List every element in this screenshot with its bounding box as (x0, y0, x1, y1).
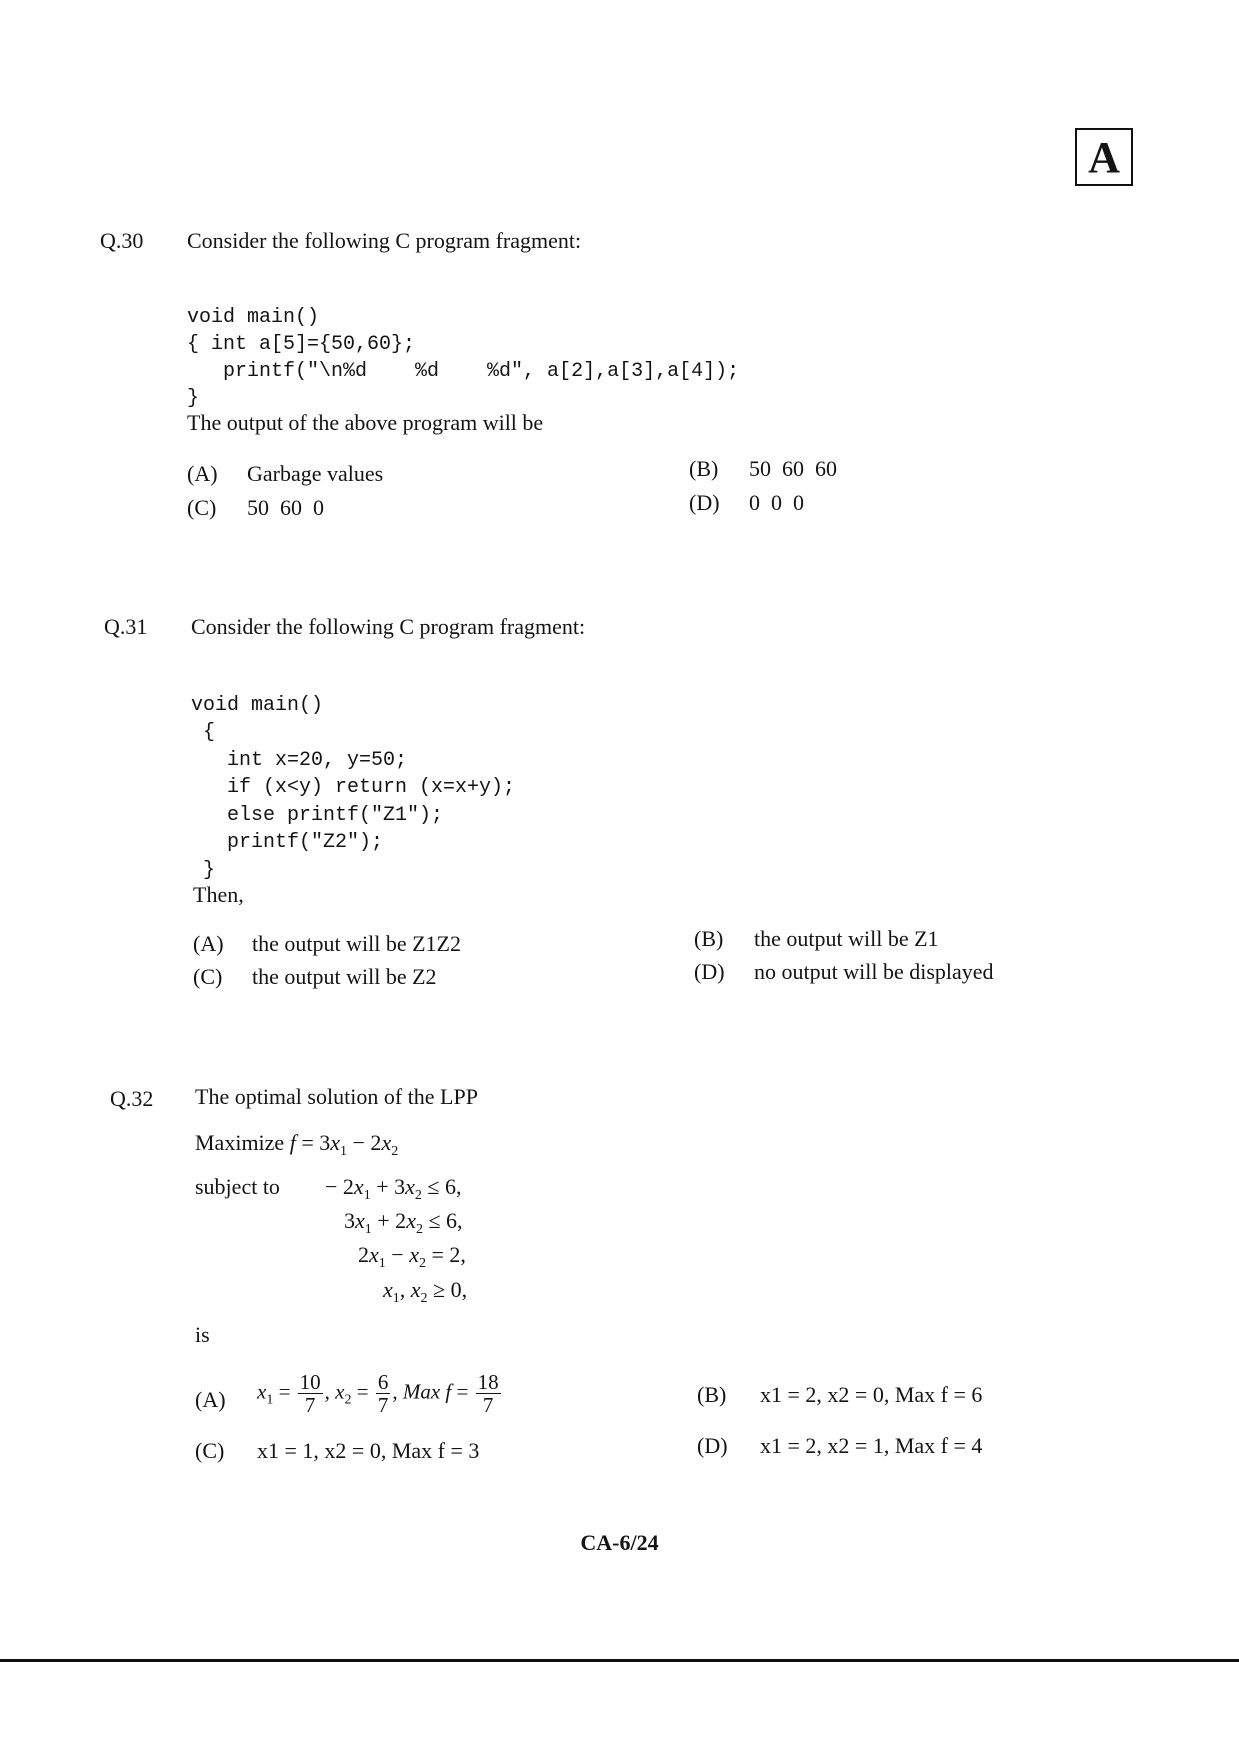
numerator: 18 (477, 1370, 499, 1394)
q31-option-c-label: (C) (193, 964, 223, 989)
page-footer: CA-6/24 (580, 1530, 659, 1555)
q30-option-c-label: (C) (187, 495, 217, 520)
q31-option-a-text: the output will be Z1Z2 (252, 931, 461, 956)
fraction (376, 1371, 391, 1416)
q31-option-b-label: (B) (694, 926, 724, 951)
q30-prompt: The output of the above program will be (187, 410, 544, 435)
q31-option-b-text: the output will be Z1 (754, 926, 939, 951)
set-code-box (1075, 128, 1133, 186)
q31-option-d-text: no output will be displayed (754, 959, 994, 984)
q30-number: Q.30 (100, 228, 144, 253)
code-line: { int a[5]={50,60}; (187, 333, 416, 356)
q30-code (187, 277, 739, 412)
denominator: 7 (304, 1393, 316, 1417)
q31-option-c-text: the output will be Z2 (252, 964, 437, 989)
q32-option-d-label: (D) (697, 1433, 728, 1458)
max-label: Max (402, 1379, 441, 1404)
q30-option-d-text: 0 0 0 (749, 490, 804, 515)
maximize-label: Maximize (195, 1130, 285, 1155)
constraint-3: $2x_1 - x_2 = 2$, (358, 1242, 466, 1271)
code-line: void main() (187, 306, 320, 329)
q32-option-c-label: (C) (195, 1438, 225, 1463)
code-line: { (191, 721, 216, 744)
fraction (476, 1371, 501, 1416)
code-line: void main() (191, 693, 324, 717)
q31-prompt: Then, (193, 882, 244, 907)
code-line: printf("\n%d %d %d", a[2],a[3],a[4]); (187, 360, 740, 383)
q30-option-a-label: (A) (187, 461, 218, 486)
numerator: 10 (299, 1370, 321, 1394)
constraint-4: $x_1$, $x_2 \ge 0$, (383, 1277, 468, 1306)
constraint-1: − $2x_1 + 3x_2 \le 6$, (325, 1174, 462, 1203)
set-code: A (1088, 132, 1120, 182)
q31-option-d-label: (D) (694, 959, 725, 984)
q32-option-c-text: x1 = 1, x2 = 0, Max f = 3 (257, 1438, 480, 1463)
q32-number: Q.32 (110, 1086, 154, 1111)
code-line: else printf("Z1"); (191, 803, 444, 827)
fraction (298, 1371, 323, 1416)
q32-option-a-label: (A) (195, 1387, 226, 1412)
q30-option-d-label: (D) (689, 490, 720, 515)
code-line: printf("Z2"); (191, 831, 384, 854)
q30-option-b-text: 50 60 60 (749, 456, 837, 481)
q32-stem: The optimal solution of the LPP (195, 1084, 478, 1109)
q31-code (191, 664, 515, 884)
bottom-rule (0, 1659, 1239, 1662)
code-line: if (x<y) return (x=x+y); (191, 776, 516, 799)
q32-option-b-label: (B) (697, 1382, 727, 1407)
numerator: 6 (377, 1370, 389, 1394)
q32-option-b-text: x1 = 2, x2 = 0, Max f = 6 (760, 1382, 983, 1407)
q31-option-a-label: (A) (193, 931, 224, 956)
is-label: is (195, 1322, 210, 1347)
q30-option-c-text: 50 60 0 (247, 495, 324, 520)
code-line: int x=20, y=50; (191, 748, 408, 772)
denominator: 7 (482, 1393, 494, 1417)
code-line: } (191, 858, 216, 882)
subject-to-label: subject to (195, 1174, 280, 1199)
q32-option-a-text: $x_1$ = $\frac{10}{7}$ , $x_2$ = $\frac{6}{7}$ , Max f = $\frac{18}{7}$ (257, 1370, 499, 1417)
q30-stem: Consider the following C program fragment: (187, 228, 582, 253)
q30-option-b-label: (B) (689, 456, 719, 481)
q32-option-d-text: x1 = 2, x2 = 1, Max f = 4 (760, 1433, 983, 1458)
denominator: 7 (377, 1393, 389, 1417)
q31-number: Q.31 (104, 614, 148, 639)
code-line: } (187, 387, 200, 410)
constraint-2: $3x_1 + 2x_2 \le 6$, (344, 1208, 463, 1237)
q32-objective: Maximize $f = 3x_1 - 2x_2$ (195, 1130, 399, 1159)
q30-option-a-text: Garbage values (247, 461, 384, 486)
q31-stem: Consider the following C program fragment: (191, 614, 586, 639)
